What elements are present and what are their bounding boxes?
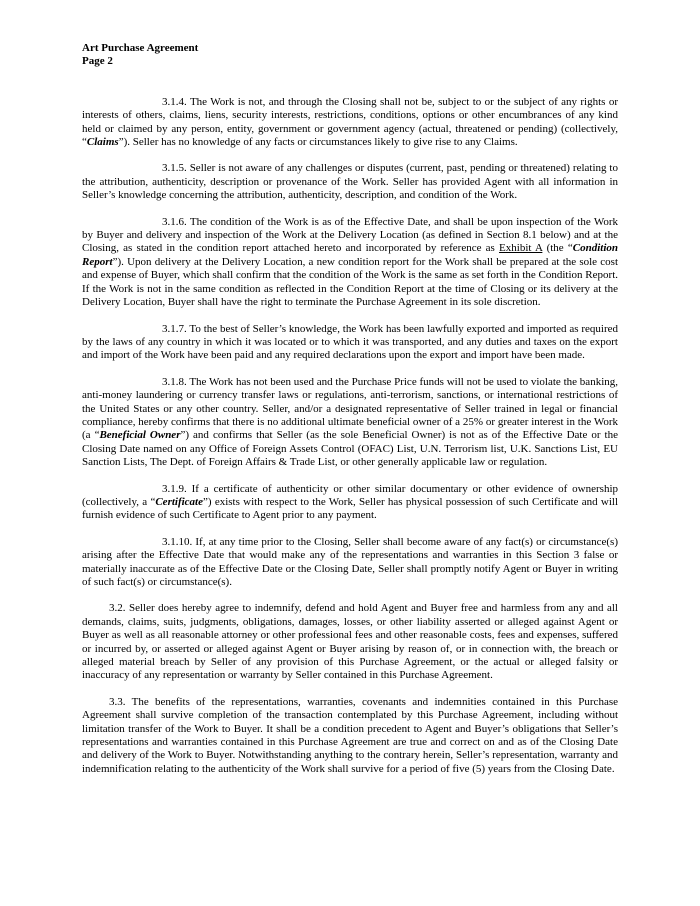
paragraph-text: 3.1.5. Seller is not aware of any challenges or disputes (current, past, pending or threatened) relating to the attribution, authenticity, description or provenance of the Work. Seller has provided Agent with all information in Seller’s knowledge concerning the attribution, authenticity, description, and condition of the Work. [82,162,618,202]
defined-term: Certificate [155,495,203,508]
paragraph-3-1-10 [82,536,618,590]
page-number-label: Page 2 [82,55,113,68]
paragraph-text: 3.1.10. If, at any time prior to the Closing, Seller shall become aware of any fact(s) or circumstance(s) arising after the Effective Date that would make any of the representations and warranties in this Section 3 false or materially inaccurate as of the Effective Date or the Closing Date, Seller shall promptly notify Agent or Buyer in writing of such fact(s) or circumstance(s). [82,535,618,588]
paragraph-3-3 [82,696,618,776]
paragraph-text: 3.1.8. The Work has not been used and the Purchase Price funds will not be used to violate the banking, anti-money laundering or currency transfer laws or regulations, anti-terrorism, sanctions, or international restrictions of the United States or any other country. Seller, and/or a designated representative of Seller trained in legal or financial compliance, hereby confirms that there is no additional ultimate beneficial owner of a 25% or greater interest in the Work (a “ [82,375,618,442]
defined-term: Claims [86,136,119,149]
paragraph-text: 3.1.6. The condition of the Work is as of the Effective Date, and shall be upon inspection of the Work by Buyer and delivery and inspection of the Work at the Delivery Location (as defined in Section 8.1 below) and at the Closing, as stated in the condition report attached hereto and incorporated by reference as [82,215,618,255]
paragraph-text: 3.1.9. If a certificate of authenticity or other similar documentary or other evidence of ownership (collectively, a “ [82,482,618,508]
defined-term: Beneficial Owner [99,429,181,442]
paragraph-3-1-7 [82,323,618,363]
document-title: Art Purchase Agreement [82,42,199,54]
paragraph-3-1-6 [82,216,618,310]
paragraph-text: 3.2. Seller does hereby agree to indemnify, defend and hold Agent and Buyer free and harmless from any and all demands, claims, suits, judgments, obligations, damages, losses, or other liability asserted or alleged against Agent or Buyer as well as all reasonable attorney or other professional fees and other reasonable costs, fees and expenses, suffered or incurred by, or asserted or alleged against Agent or Buyer arising by reason of, or in connection with, the breach or alleged material breach by Seller of any provision of this Purchase Agreement, or the actual or alleged falsity or inaccuracy of any representation or warranty by Seller contained in this Purchase Agreement. [82,602,618,682]
paragraph-3-1-8 [82,376,618,470]
paragraph-3-1-4 [82,96,618,150]
paragraph-3-2 [82,602,618,682]
defined-term: Condition Report [82,242,619,268]
paragraph-text: ”) exists with respect to the Work, Seller has physical possession of such Certificate and will furnish evidence of such Certificate to Agent prior to any payment. [82,495,618,522]
paragraph-3-1-5 [82,162,618,202]
document-header [82,42,618,69]
paragraph-text: ”). Seller has no knowledge of any facts or circumstances likely to give rise to any Claims. [118,136,518,149]
paragraph-text: 3.3. The benefits of the representations, warranties, covenants and indemnities contained in this Purchase Agreement shall survive completion of the transaction contemplated by this Purchase Agreement, including without limitation transfer of the Work to Buyer. It shall be a condition precedent to Agent and Buyer’s obligations that Seller’s representations and warranties contained in this Purchase Agreement are true and correct on and as of the Closing Date and delivery of the Work to Buyer. Notwithstanding anything to the contrary herein, Seller’s representation, warranty and indemnification relating to the authenticity of the Work shall survive for a period of five (5) years from the Closing Date. [82,695,618,775]
paragraph-text: 3.1.4. The Work is not, and through the Closing shall not be, subject to or the subject of any rights or interests of others, claims, liens, security interests, restrictions, conditions, options or other encumbrances of any kind held or claimed by any person, entity, government or government agency (actual, threatened or pending) (collectively, “ [82,95,618,149]
defined-term: Exhibit A [499,242,543,255]
paragraph-text: 3.1.7. To the best of Seller’s knowledge, the Work has been lawfully exported and imported as required by the laws of any country in which it was located or to which it was transported, and any duties and taxes on the export and import of the Work have been paid and any required declarations upon the export and import have been made. [82,322,618,362]
paragraph-3-1-9 [82,483,618,523]
paragraph-text: ”) and confirms that Seller (as the sole Beneficial Owner) is not as of the Effective Date or the Closing Date named on any Office of Foreign Assets Control (OFAC) List, U.N. Terrorism list, U.K. Sanctions List, EU Sanction Lists, The Dept. of Foreign Affairs & Trade List, or other generally applicable law or regulation. [82,429,618,469]
paragraph-text: ”). Upon delivery at the Delivery Location, a new condition report for the Work shall be prepared at the sole cost and expense of Buyer, which shall confirm that the condition of the Work is the same as set forth in the Condition Report. If the Work is not in the same condition as reflected in the Condition Report at the time of Closing or its delivery at the Delivery Location, Buyer shall have the right to terminate the Purchase Agreement in its sole discretion. [82,255,618,309]
document-body [82,96,618,776]
paragraph-text: (the “ [542,242,573,255]
